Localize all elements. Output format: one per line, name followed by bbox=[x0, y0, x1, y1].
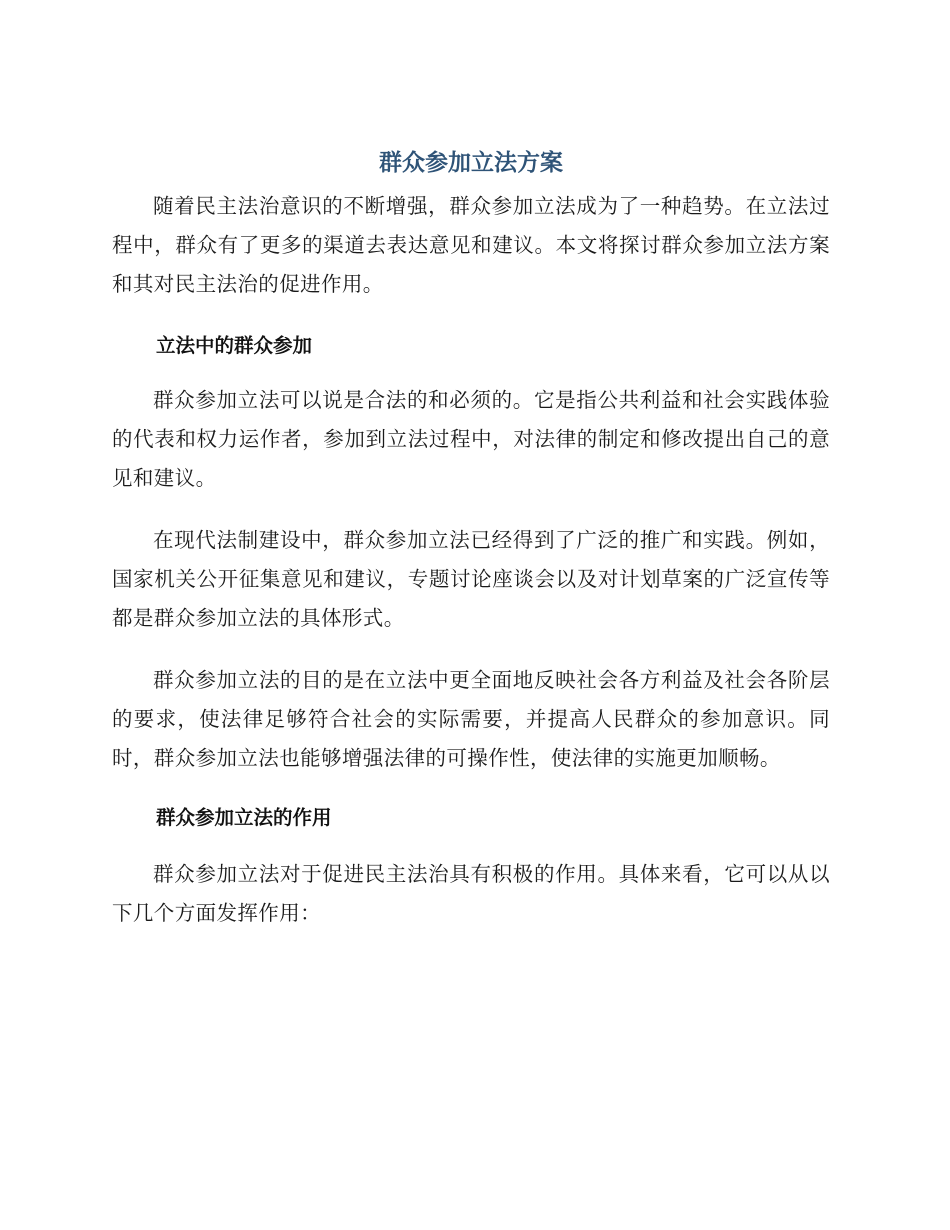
section-heading-role: 群众参加立法的作用 bbox=[156, 806, 332, 829]
section-2-paragraph-1: 群众参加立法对于促进民主法治具有积极的作用。具体来看，它可以从以下几个方面发挥作用： bbox=[112, 862, 830, 925]
section-1-paragraph-1: 群众参加立法可以说是合法的和必须的。它是指公共利益和社会实践体验的代表和权力运作者，参加到立法过程中，对法律的制定和修改提出自己的意见和建议。 bbox=[112, 388, 830, 490]
document-title: 群众参加立法方案 bbox=[379, 150, 563, 176]
section-heading-legislation-participation: 立法中的群众参加 bbox=[156, 334, 313, 357]
section-1-paragraph-3: 群众参加立法的目的是在立法中更全面地反映社会各方利益及社会各阶层的要求，使法律足够符合社会的实际需要，并提高人民群众的参加意识。同时，群众参加立法也能够增强法律的可操作性，使法律的实施更加顺畅。 bbox=[112, 668, 830, 770]
section-1-paragraph-2: 在现代法制建设中，群众参加立法已经得到了广泛的推广和实践。例如，国家机关公开征集意见和建议，专题讨论座谈会以及对计划草案的广泛宣传等都是群众参加立法的具体形式。 bbox=[112, 528, 830, 630]
intro-paragraph: 随着民主法治意识的不断增强，群众参加立法成为了一种趋势。在立法过程中，群众有了更多的渠道去表达意见和建议。本文将探讨群众参加立法方案和其对民主法治的促进作用。 bbox=[112, 194, 830, 296]
